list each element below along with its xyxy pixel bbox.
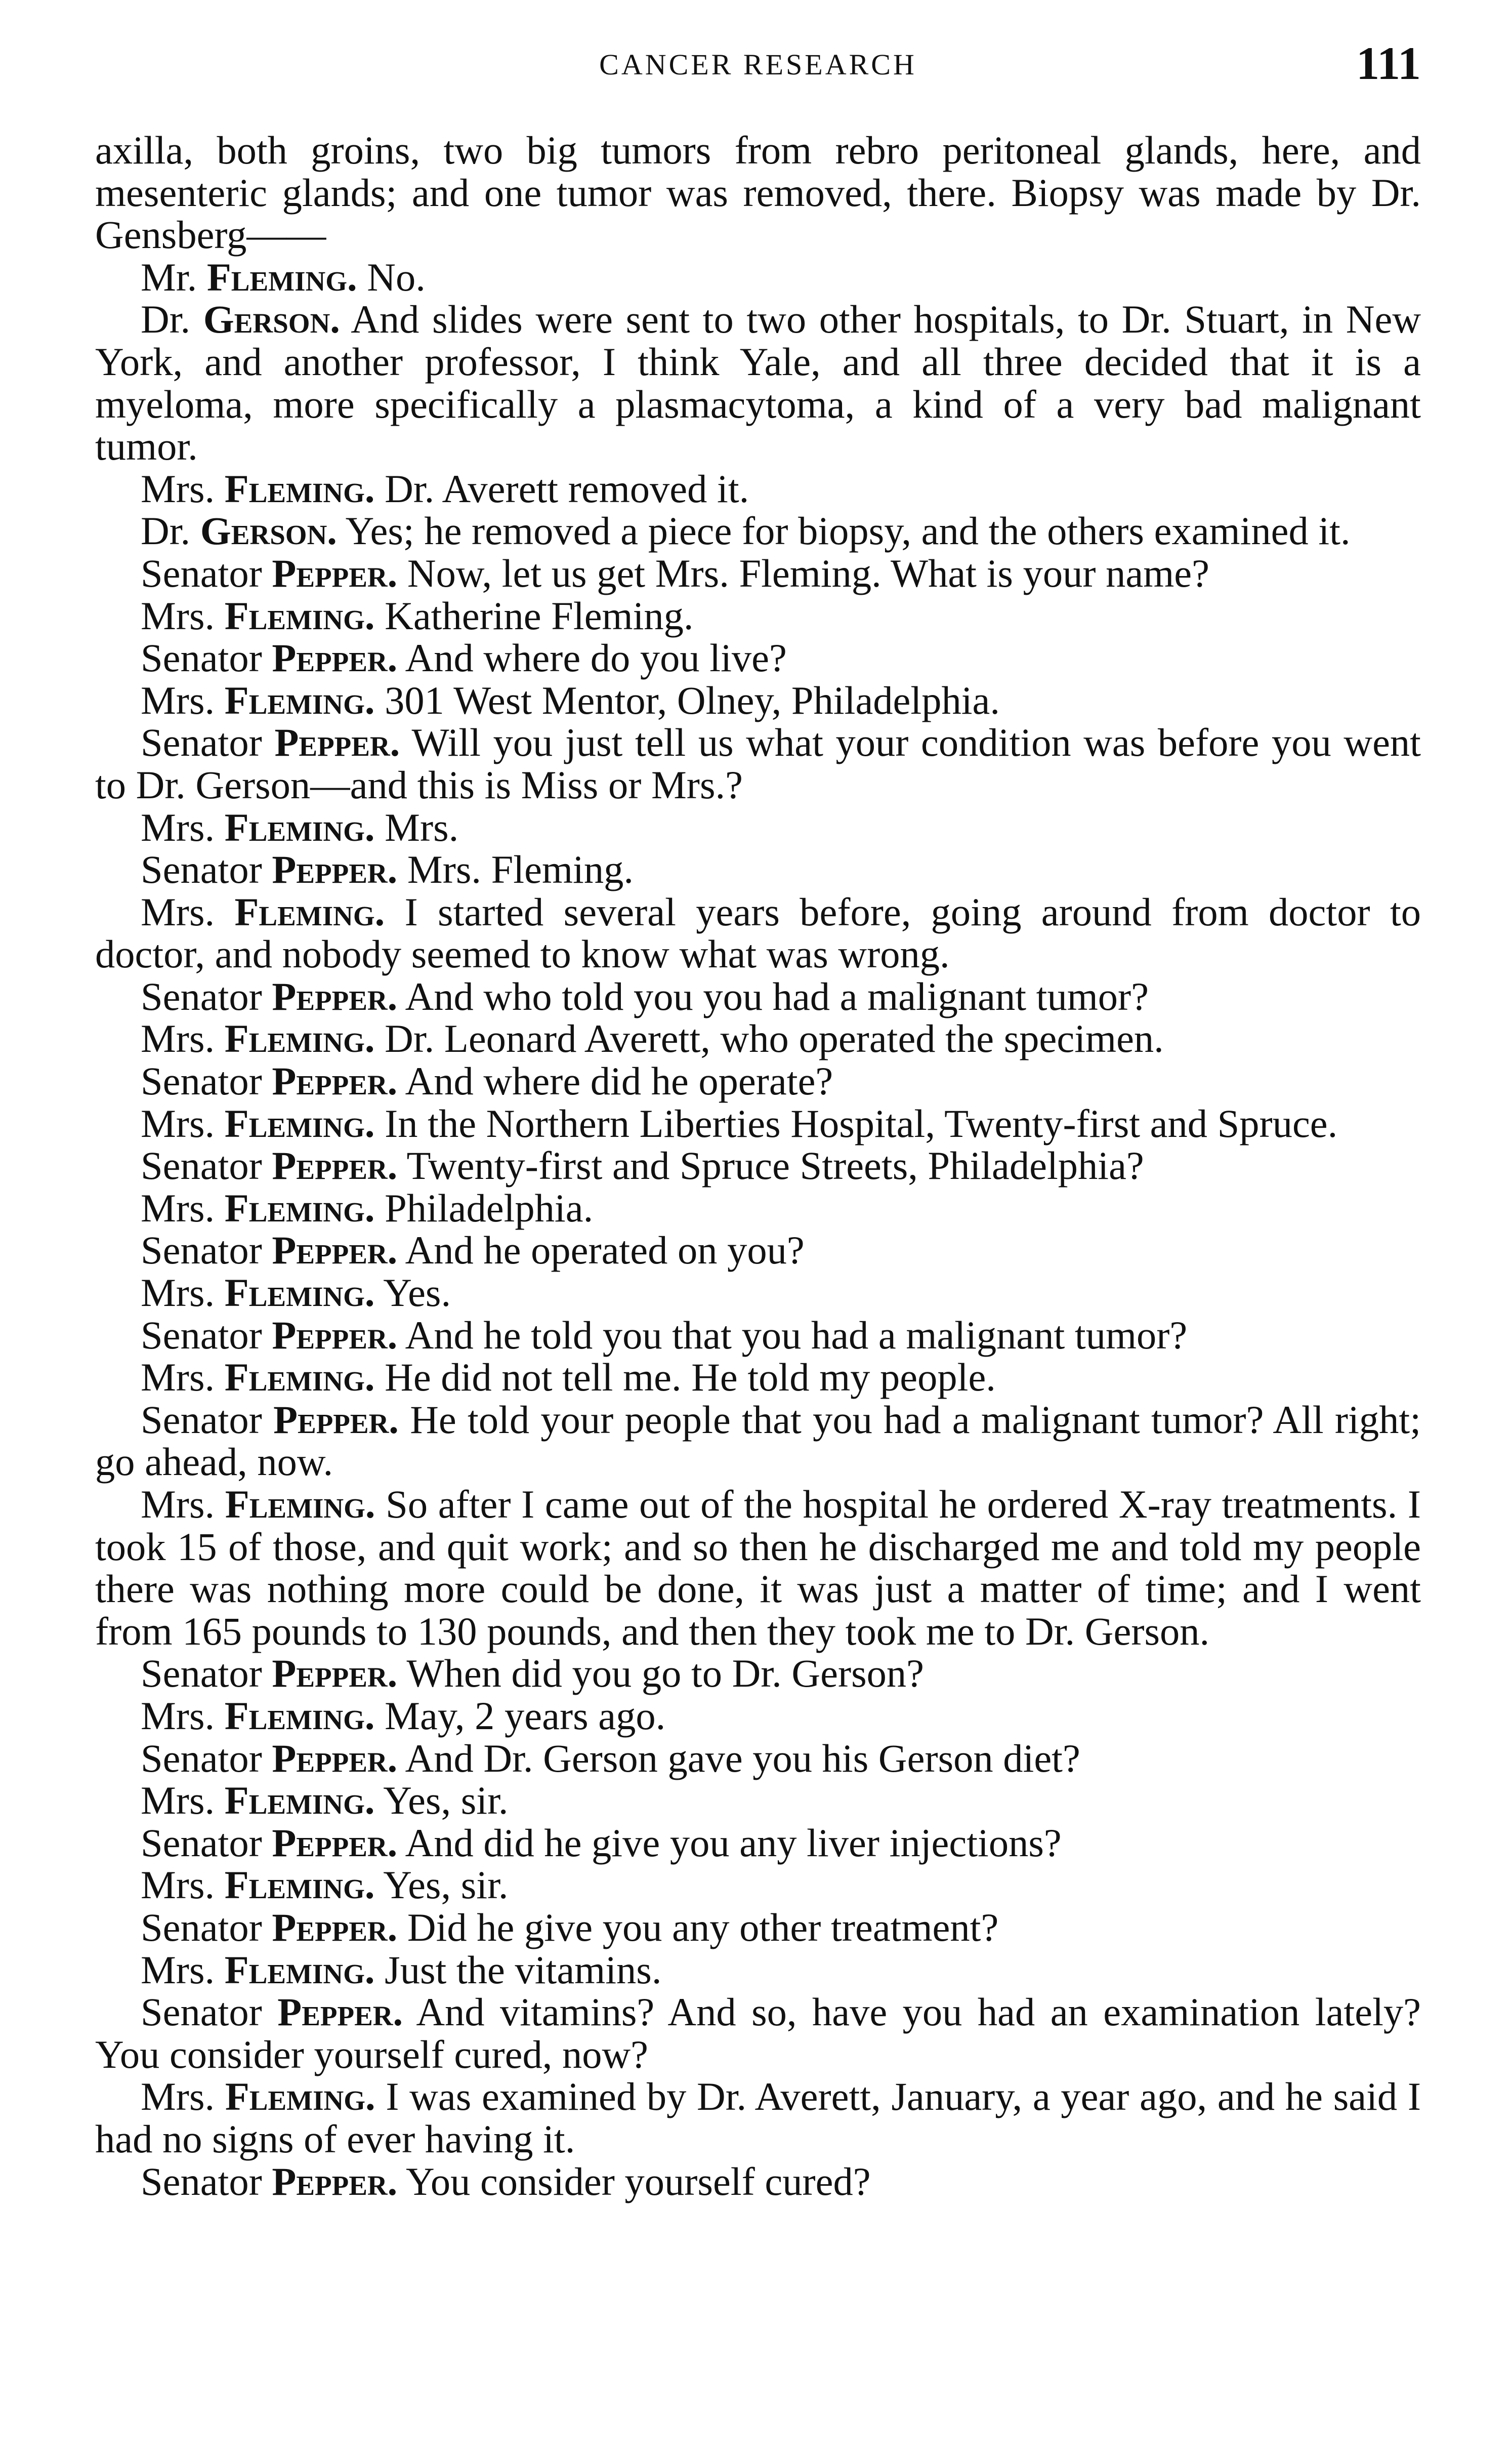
testimony-paragraph <box>95 1695 1421 1737</box>
spoken-text: No. <box>367 255 426 299</box>
spoken-text: Just the vitamins. <box>385 1947 662 1992</box>
testimony-paragraph <box>95 595 1421 637</box>
speaker-name: Fleming. <box>224 1778 375 1823</box>
speaker-name: Pepper. <box>273 1397 399 1442</box>
speaker-name: Fleming. <box>225 2074 375 2119</box>
spoken-text: Did he give you any other treatment? <box>407 1905 999 1949</box>
speaker-name: Pepper. <box>277 1990 403 2034</box>
spoken-text: You consider yourself cured? <box>406 2159 871 2203</box>
speaker-title: Mrs. <box>141 1863 215 1907</box>
testimony-paragraph <box>95 1399 1421 1483</box>
testimony-paragraph <box>95 1991 1421 2075</box>
speaker-title: Mrs. <box>141 1778 215 1823</box>
speaker-name: Fleming. <box>224 466 375 511</box>
speaker-title: Mrs. <box>141 1693 215 1738</box>
speaker-title: Mrs. <box>141 1016 215 1061</box>
testimony-paragraph <box>95 891 1421 975</box>
speaker-title: Mrs. <box>141 1185 215 1230</box>
speaker-name: Fleming. <box>224 1693 375 1738</box>
speaker-name: Gerson. <box>200 509 337 553</box>
speaker-title: Mrs. <box>141 466 215 511</box>
testimony-paragraph <box>95 1652 1421 1695</box>
spoken-text: I was examined by Dr. Averett, January, a year ago, and he said I had no signs of ever having it. <box>95 2074 1421 2161</box>
speaker-name: Pepper. <box>272 1228 398 1273</box>
spoken-text: Dr. Averett removed it. <box>385 466 749 511</box>
testimony-paragraph <box>95 1949 1421 1991</box>
testimony-paragraph <box>95 468 1421 510</box>
speaker-title: Mrs. <box>141 2074 215 2119</box>
spoken-text: And he told you that you had a malignant tumor? <box>405 1313 1188 1357</box>
speaker-name: Pepper. <box>272 551 398 595</box>
speaker-name: Pepper. <box>274 720 400 765</box>
testimony-paragraph <box>95 1229 1421 1272</box>
speaker-title: Senator <box>141 720 262 765</box>
speaker-title: Mrs. <box>141 593 215 638</box>
speaker-name: Fleming. <box>224 1863 375 1907</box>
spoken-text: And vitamins? And so, have you had an examination lately? You consider yourself cured, now? <box>95 1990 1421 2076</box>
speaker-name: Fleming. <box>224 1101 375 1146</box>
spoken-text: axilla, both groins, two big tumors from rebro peritoneal glands, here, and mesenteric glands; and one tumor was removed, there. Biopsy was made by Dr. Gensberg—— <box>95 128 1421 257</box>
spoken-text: Yes; he removed a piece for biopsy, and the others examined it. <box>345 509 1351 553</box>
speaker-title: Mr. <box>141 255 197 299</box>
testimony-paragraph <box>95 721 1421 806</box>
speaker-name: Fleming. <box>224 1016 375 1061</box>
speaker-title: Mrs. <box>141 889 215 934</box>
testimony-paragraph <box>95 1822 1421 1864</box>
speaker-title: Mrs. <box>141 1271 215 1315</box>
speaker-name: Pepper. <box>272 1313 398 1357</box>
spoken-text: Twenty-first and Spruce Streets, Philadelphia? <box>406 1143 1144 1188</box>
speaker-name: Pepper. <box>272 1820 398 1865</box>
speaker-name: Fleming. <box>224 1271 375 1315</box>
spoken-text: And he operated on you? <box>405 1228 805 1273</box>
testimony-paragraph <box>95 1356 1421 1399</box>
spoken-text: He told your people that you had a malignant tumor? All right; go ahead, now. <box>95 1397 1421 1484</box>
speaker-title: Dr. <box>141 509 191 553</box>
spoken-text: And who told you you had a malignant tumor? <box>405 974 1149 1018</box>
spoken-text: And where did he operate? <box>405 1059 833 1103</box>
testimony-paragraph <box>95 975 1421 1018</box>
spoken-text: And did he give you any liver injections? <box>405 1820 1062 1865</box>
spoken-text: Philadelphia. <box>385 1185 594 1230</box>
spoken-text: Dr. Leonard Averett, who operated the specimen. <box>385 1016 1164 1061</box>
testimony-paragraph <box>95 1737 1421 1780</box>
speaker-name: Fleming. <box>224 593 375 638</box>
speaker-name: Fleming. <box>225 1482 375 1526</box>
testimony-paragraph <box>95 2160 1421 2203</box>
spoken-text: So after I came out of the hospital he ordered X-ray treatments. I took 15 of those, and quit work; and so then he discharged me and told my people there was nothing more could be done, it was just a matter of time; and I went from 165 pounds to 130 pounds, and then they took me to Dr. Gerson. <box>95 1482 1421 1653</box>
speaker-name: Fleming. <box>224 678 375 722</box>
spoken-text: He did not tell me. He told my people. <box>385 1355 996 1400</box>
speaker-title: Senator <box>141 636 262 680</box>
spoken-text: I started several years before, going around from doctor to doctor, and nobody seemed to know what was wrong. <box>95 889 1421 976</box>
testimony-paragraph <box>95 1060 1421 1102</box>
testimony-paragraph <box>95 552 1421 595</box>
speaker-title: Mrs. <box>141 805 215 849</box>
testimony-paragraph <box>95 806 1421 849</box>
speaker-title: Dr. <box>141 297 191 342</box>
testimony-paragraph <box>95 298 1421 467</box>
speaker-title: Mrs. <box>141 678 215 722</box>
testimony-paragraph <box>95 1144 1421 1187</box>
spoken-text: And slides were sent to two other hospitals, to Dr. Stuart, in New York, and another professor, I think Yale, and all three decided that it is a myeloma, more specifically a plasmacytoma, a kind of a very bad malignant tumor. <box>95 297 1421 469</box>
testimony-paragraph <box>95 1906 1421 1949</box>
speaker-title: Senator <box>141 1736 262 1780</box>
spoken-text: Will you just tell us what your condition was before you went to Dr. Gerson—and this is Miss or Mrs.? <box>95 720 1421 807</box>
speaker-name: Fleming. <box>224 1947 375 1992</box>
speaker-name: Fleming. <box>206 255 357 299</box>
speaker-name: Pepper. <box>272 1905 398 1949</box>
speaker-title: Mrs. <box>141 1947 215 1992</box>
speaker-title: Senator <box>141 1143 262 1188</box>
speaker-name: Pepper. <box>272 1143 398 1188</box>
speaker-title: Senator <box>141 1228 262 1273</box>
testimony-paragraph <box>95 1779 1421 1822</box>
speaker-title: Senator <box>141 2159 262 2203</box>
spoken-text: 301 West Mentor, Olney, Philadelphia. <box>385 678 1000 722</box>
speaker-title: Senator <box>141 1905 262 1949</box>
speaker-title: Senator <box>141 974 262 1018</box>
spoken-text: Mrs. <box>385 805 459 849</box>
speaker-title: Senator <box>141 1059 262 1103</box>
continued-paragraph <box>95 129 1421 256</box>
testimony-paragraph <box>95 1483 1421 1652</box>
spoken-text: Yes, sir. <box>383 1778 509 1823</box>
speaker-title: Mrs. <box>141 1355 215 1400</box>
speaker-title: Senator <box>141 1651 262 1696</box>
spoken-text: Now, let us get Mrs. Fleming. What is your name? <box>407 551 1209 595</box>
testimony-paragraph <box>95 2075 1421 2160</box>
spoken-text: When did you go to Dr. Gerson? <box>406 1651 924 1696</box>
spoken-text: Yes. <box>383 1271 451 1315</box>
speaker-name: Pepper. <box>272 636 398 680</box>
speaker-title: Senator <box>141 551 262 595</box>
testimony-paragraph <box>95 510 1421 552</box>
testimony-paragraph <box>95 1187 1421 1230</box>
transcript-body <box>95 129 1421 2202</box>
speaker-name: Pepper. <box>272 1736 398 1780</box>
spoken-text: And where do you live? <box>405 636 787 680</box>
speaker-name: Pepper. <box>272 847 398 892</box>
testimony-paragraph <box>95 1314 1421 1357</box>
running-head: CANCER RESEARCH <box>599 48 917 81</box>
speaker-name: Pepper. <box>272 974 398 1018</box>
testimony-paragraph <box>95 637 1421 679</box>
speaker-name: Gerson. <box>203 297 340 342</box>
spoken-text: Yes, sir. <box>383 1863 509 1907</box>
speaker-name: Pepper. <box>272 1651 398 1696</box>
speaker-title: Mrs. <box>141 1101 215 1146</box>
testimony-paragraph <box>95 1102 1421 1145</box>
spoken-text: In the Northern Liberties Hospital, Twenty-first and Spruce. <box>385 1101 1338 1146</box>
testimony-paragraph <box>95 679 1421 722</box>
speaker-name: Pepper. <box>272 2159 398 2203</box>
testimony-paragraph <box>95 1017 1421 1060</box>
speaker-title: Senator <box>141 1313 262 1357</box>
speaker-name: Fleming. <box>224 1185 375 1230</box>
speaker-title: Senator <box>141 847 262 892</box>
speaker-title: Senator <box>141 1397 262 1442</box>
speaker-title: Senator <box>141 1990 262 2034</box>
testimony-paragraph <box>95 848 1421 891</box>
speaker-name: Fleming. <box>224 805 375 849</box>
page-number: 111 <box>1356 37 1421 89</box>
speaker-title: Senator <box>141 1820 262 1865</box>
speaker-name: Fleming. <box>234 889 385 934</box>
testimony-paragraph <box>95 256 1421 299</box>
spoken-text: Katherine Fleming. <box>385 593 694 638</box>
page-header <box>95 36 1421 92</box>
spoken-text: May, 2 years ago. <box>385 1693 666 1738</box>
testimony-paragraph <box>95 1864 1421 1906</box>
speaker-title: Mrs. <box>141 1482 215 1526</box>
spoken-text: And Dr. Gerson gave you his Gerson diet? <box>405 1736 1080 1780</box>
speaker-name: Pepper. <box>272 1059 398 1103</box>
speaker-name: Fleming. <box>224 1355 375 1400</box>
testimony-paragraph <box>95 1272 1421 1314</box>
spoken-text: Mrs. Fleming. <box>407 847 634 892</box>
